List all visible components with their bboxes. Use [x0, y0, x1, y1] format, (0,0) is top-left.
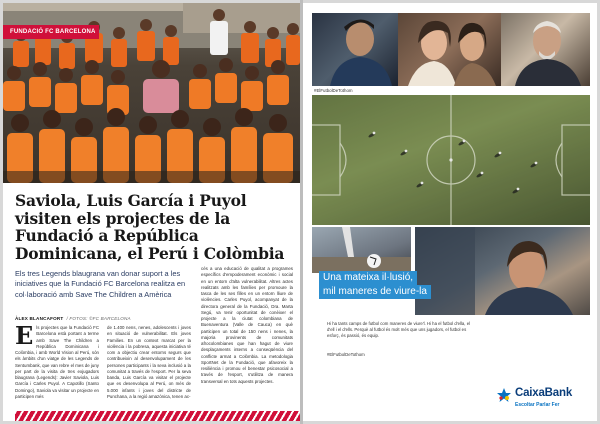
brand-slogan: Escoltar Parlar Fer: [515, 402, 560, 408]
right-page: [303, 3, 597, 421]
ad-tagline: [319, 271, 477, 299]
caixabank-logo: [495, 387, 591, 417]
hashtag: #ElFutbolDeTothom: [314, 88, 353, 93]
tagline-line-1: Una mateixa il·lusió,: [319, 271, 417, 285]
ad-photo-man-illustration: [312, 13, 398, 86]
article-standfirst: Els tres Legends blaugrana van donar suport a les iniciatives que la Fundació FC Barcelona realitza en col·laboració amb Save The Children a Amèrica: [15, 269, 186, 299]
ad-hashtag: #ElFutbolDeTothom: [327, 352, 365, 357]
ad-photo-old-man: [501, 13, 590, 86]
section-tag: FUNDACIÓ FC BARCELONA: [3, 25, 99, 39]
ad-photo-women-illustration: [398, 13, 501, 86]
left-page: [3, 3, 300, 421]
decorative-stripe: [15, 411, 300, 421]
ad-copy: Hi ha tants camps de futbol com maneres de viure'l. Hi ha el futbol d'ella, el d'ell i el d'ells. Perquè al futbol és molt més que uns jugadors, el futbol es esforç, és passió, és equip.: [327, 321, 471, 338]
tagline-line-2: mil maneres de viure-la: [319, 285, 431, 299]
brand-name: CaixaBank: [515, 387, 573, 399]
drop-cap: E: [15, 321, 34, 350]
ad-photo-old-man-illustration: [501, 13, 590, 86]
body-column-3: cés a una educació de qualitat a programes específics d'empoderament econòmic i social en un entorn d'alta vulnerabilitat. Altres actes realitzats amb les famílies per promoure la tasca de les ses filles en un entorn lliure de violències. Carles Puyol, acompanyat de la directora general de la Fundació, Dra. Marta Segú, va tenir oportunitat de conèixer el projecte a la ciutat colombiana de Buenaventura (Valle de Cauca) en què participen un total de 150 nens i nenes, la majoria provinents de comunitats afrocolombianes que han hagut de viure desplaçaments interns a conseqüència del conflicte armat a Colòmbia. La metodologia SportNet de la Fundació, que afavoreix la resiliència i promou el benestar psicosocial a través de l'esport, s'utilitza de manera transversal en tots aquests projectes.: [201, 266, 293, 384]
article-headline: Saviola, Luis García i Puyol visiten els projectes de la Fundació a República Dominicana, el Perú i Colòmbia: [15, 191, 285, 263]
body-column-1: [15, 321, 99, 400]
football-pitch-illustration: [312, 95, 590, 225]
football-pitch-photo: [312, 95, 590, 225]
ad-photo-women: [398, 13, 501, 86]
star-logo-icon: [495, 387, 513, 403]
ad-photo-ball: [312, 227, 411, 273]
body-column-2: de 1.400 nens, nenes, adolescents i joves en situació de vulnerabilitat. Els joves Families. En un context marcat per la violència i la pobresa, aquesta iniciativa té com a objectiu crear entorns segurs que contribueixin al desenvolupament de les persones participants i la seva inclusió a la comunitat a través de l'esport. Per la seva banda, Luis García va visitar el projecte que es desenvolupa al Perú, on més de 5.000 infants i joves del districte de Punchana, a la regió amazònica, tenen ac-: [107, 325, 191, 399]
body-text-1: ls projectes que la Fundació FC Barcelona està portant a terme amb Save The Children a República Dominicana i Colòmbia, i amb World Vision al Perú, són els àmbits d'un viatge de les Legends de Sentumbank, que van rebre el mes de juny per part de la visita de tres exjugadors blaugrana (Legends): Javier Saviola, Luis García i Carles Puyol. A Capotillo (Santo Domingo), Saviola va visitar un projecte en participen més: [15, 325, 99, 399]
photo-credit: / FOTOS: ©FC BARCELONA: [66, 316, 131, 321]
author-name: ÀLEX BLANCAFORT: [15, 316, 64, 321]
ad-photo-man: [312, 13, 398, 86]
ad-photo-ball-illustration: [312, 227, 411, 273]
